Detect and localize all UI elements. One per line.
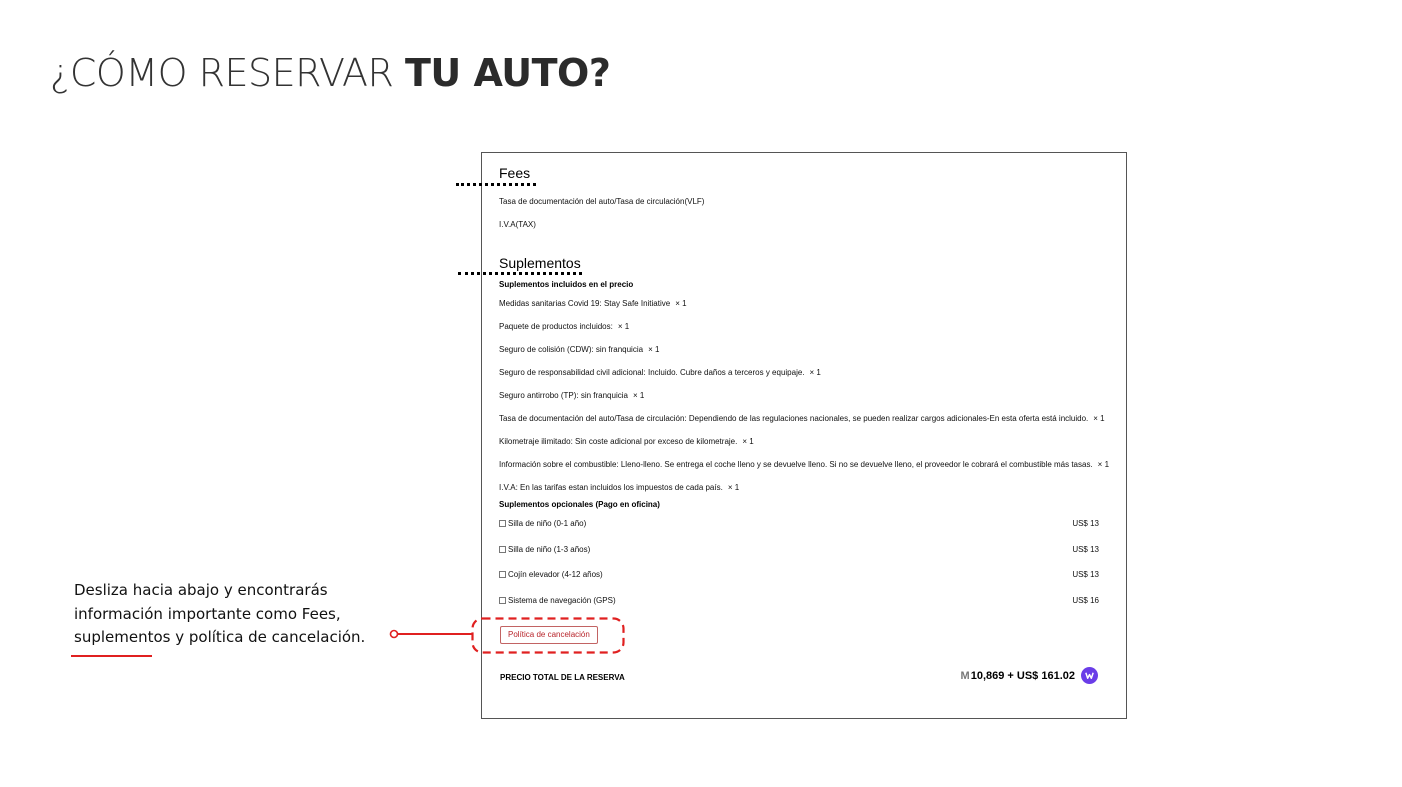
title-light: ¿CÓMO RESERVAR xyxy=(50,51,406,95)
optional-supplement-row[interactable] xyxy=(499,545,1099,554)
optional-supplement-row[interactable] xyxy=(499,519,1099,528)
quantity: × 1 xyxy=(617,322,630,331)
checkbox[interactable] xyxy=(499,520,506,527)
optional-supplements-heading: Suplementos opcionales (Pago en oficina) xyxy=(499,500,660,509)
quantity: × 1 xyxy=(632,391,645,400)
included-supplement-item: Seguro antirrobo (TP): sin franquicia × 1 xyxy=(499,391,645,400)
optional-supplement-price: US$ 13 xyxy=(1072,519,1099,528)
total-price-label: PRECIO TOTAL DE LA RESERVA xyxy=(500,673,625,682)
optional-supplement-label: Cojín elevador (4-12 años) xyxy=(508,570,603,579)
quantity: × 1 xyxy=(648,345,660,354)
fee-item: Tasa de documentación del auto/Tasa de circulación(VLF) xyxy=(499,197,705,206)
badge-glyph-icon xyxy=(1084,670,1095,681)
fees-heading: Fees xyxy=(499,165,531,181)
included-supplement-item: Paquete de productos incluidos: × 1 xyxy=(499,322,630,331)
quantity: × 1 xyxy=(727,483,740,492)
included-supplement-item: Kilometraje ilimitado: Sin coste adicional por exceso de kilometraje. × 1 xyxy=(499,437,754,446)
supplements-heading: Suplementos xyxy=(499,255,581,271)
optional-supplement-row[interactable] xyxy=(499,570,1099,579)
included-supplements-heading: Suplementos incluidos en el precio xyxy=(499,280,634,289)
quantity: × 1 xyxy=(1093,414,1105,423)
quantity: × 1 xyxy=(809,368,821,377)
included-supplement-item: Información sobre el combustible: Lleno-lleno. Se entrega el coche lleno y se devuelve lleno. Si no se devuelve lleno, el proveedor le cobrará el combustible más tasas. × 1 xyxy=(499,460,1110,469)
checkbox[interactable] xyxy=(499,546,506,553)
side-note-underline xyxy=(71,655,152,657)
included-supplement-item: Seguro de colisión (CDW): sin franquicia × 1 xyxy=(499,345,660,354)
total-price-value: 10,869 + US$ 161.02 xyxy=(970,669,1075,682)
checkbox[interactable] xyxy=(499,597,506,604)
optional-supplement-label: Sistema de navegación (GPS) xyxy=(508,596,616,605)
loyalty-badge-icon xyxy=(1081,667,1098,684)
points-icon: M xyxy=(960,669,970,682)
quantity: × 1 xyxy=(742,437,754,446)
quantity: × 1 xyxy=(675,299,687,308)
quantity: × 1 xyxy=(1097,460,1110,469)
fee-item: I.V.A(TAX) xyxy=(499,220,536,229)
optional-supplement-price: US$ 13 xyxy=(1072,570,1099,579)
optional-supplement-label: Silla de niño (0-1 año) xyxy=(508,519,587,528)
optional-supplement-row[interactable] xyxy=(499,596,1099,605)
included-supplement-item: Seguro de responsabilidad civil adicional: Incluido. Cubre daños a terceros y equipaje. × 1 xyxy=(499,368,821,377)
optional-supplement-price: US$ 16 xyxy=(1072,596,1099,605)
optional-supplement-label: Silla de niño (1-3 años) xyxy=(508,545,591,554)
optional-supplement-price: US$ 13 xyxy=(1072,545,1099,554)
cancellation-policy-button[interactable]: Política de cancelación xyxy=(500,626,598,644)
page-title xyxy=(50,48,610,98)
fees-dotted-pointer xyxy=(456,183,536,186)
included-supplement-item: Medidas sanitarias Covid 19: Stay Safe Initiative × 1 xyxy=(499,299,687,308)
total-price xyxy=(961,667,1098,684)
checkbox[interactable] xyxy=(499,571,506,578)
included-supplement-item: Tasa de documentación del auto/Tasa de circulación: Dependiendo de las regulaciones nacionales, se pueden realizar cargos adicionales-En esta oferta está incluido. × 1 xyxy=(499,414,1105,423)
cancellation-highlight-frame xyxy=(471,617,626,655)
supplements-dotted-pointer xyxy=(458,272,582,275)
included-supplement-item: I.V.A: En las tarifas estan incluidos los impuestos de cada país. × 1 xyxy=(499,483,740,492)
side-note: Desliza hacia abajo y encontrarás información importante como Fees, suplementos y política de cancelación. xyxy=(74,581,366,646)
title-bold: TU AUTO? xyxy=(405,51,611,95)
